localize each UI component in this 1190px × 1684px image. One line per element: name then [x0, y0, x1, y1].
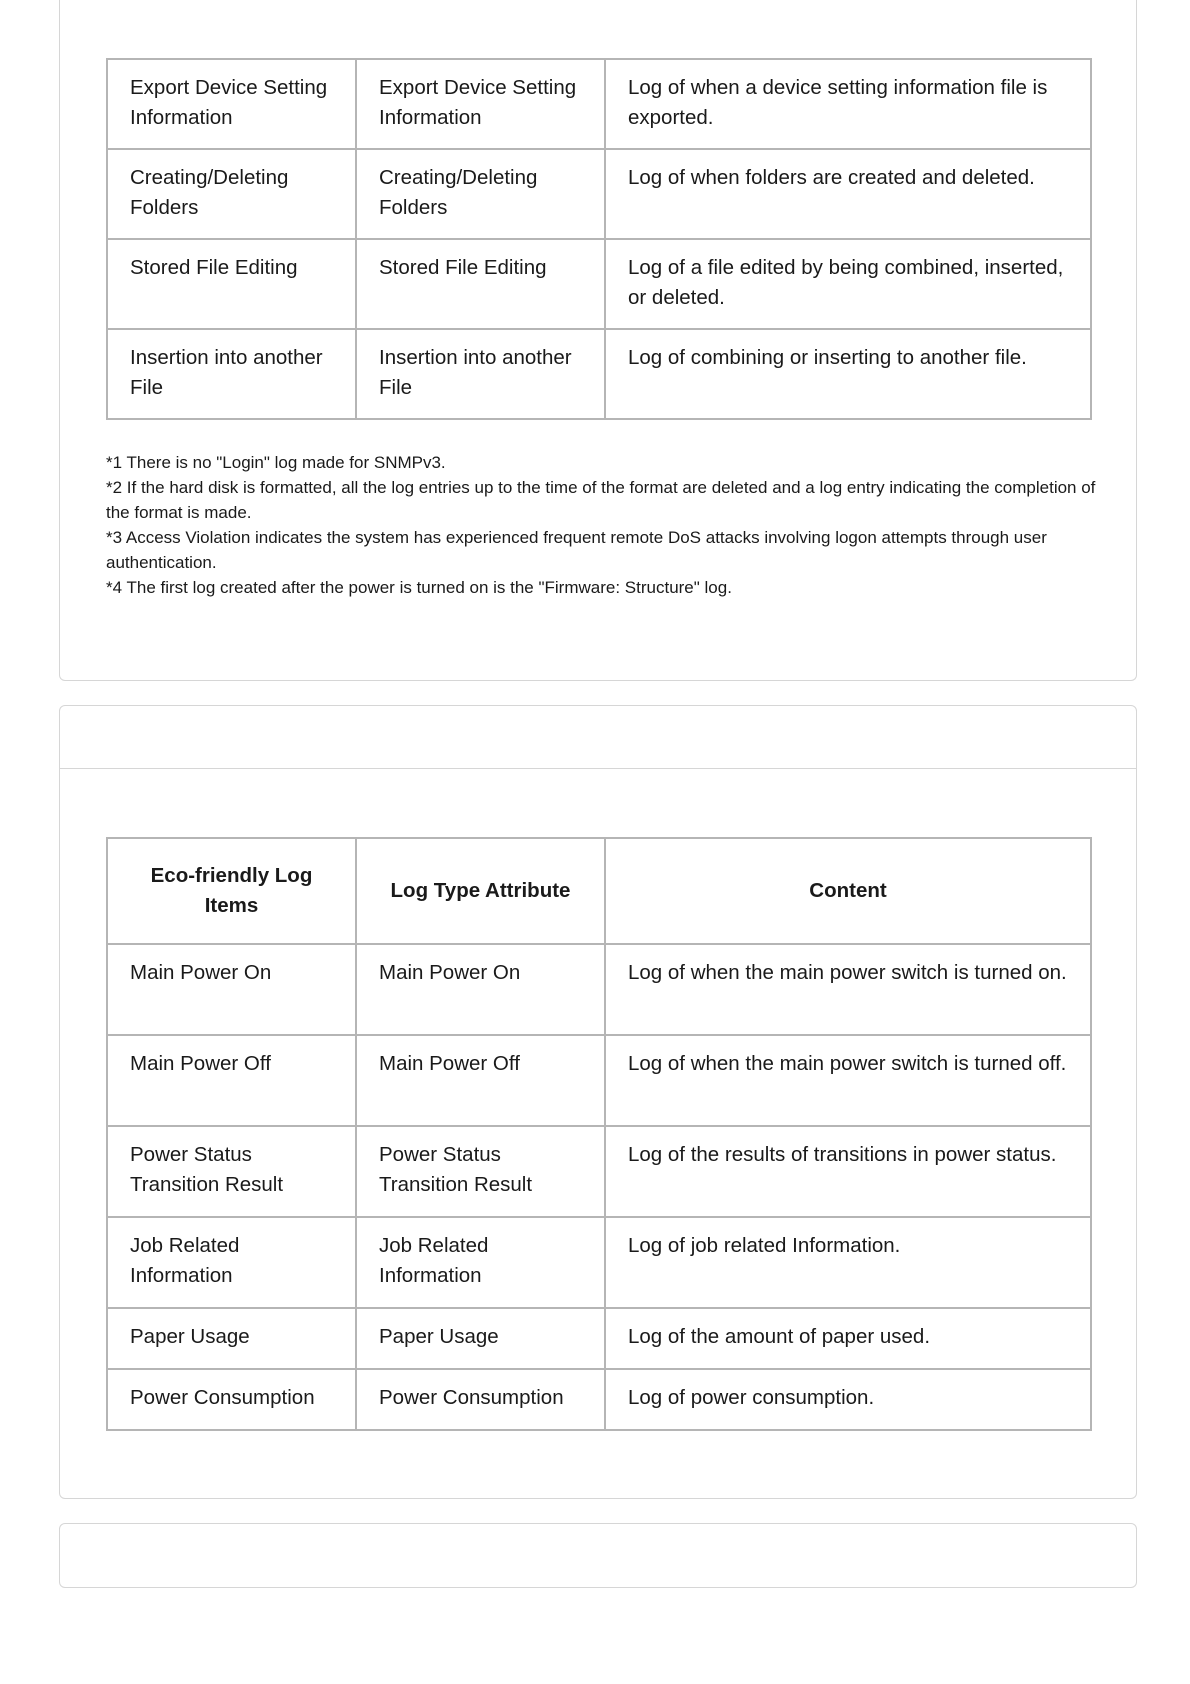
log-type-attribute-cell: Stored File Editing: [356, 239, 605, 329]
log-item-cell: Main Power Off: [107, 1035, 356, 1126]
table-header-row: [107, 838, 1091, 944]
footnote-3: *3 Access Violation indicates the system has experienced frequent remote DoS attacks involving logon attempts through user authentication.: [106, 528, 1047, 572]
log-content-cell: Log of when the main power switch is turned off.: [605, 1035, 1091, 1126]
footnotes: [106, 450, 1096, 600]
log-item-cell: Main Power On: [107, 944, 356, 1035]
table-row: [107, 59, 1091, 149]
log-item-cell: Paper Usage: [107, 1308, 356, 1369]
table-row: [107, 1126, 1091, 1217]
log-item-cell: Stored File Editing: [107, 239, 356, 329]
log-item-cell: Power Consumption: [107, 1369, 356, 1430]
log-content-cell: Log of job related Information.: [605, 1217, 1091, 1308]
table-row: [107, 944, 1091, 1035]
log-content-cell: Log of when the main power switch is turned on.: [605, 944, 1091, 1035]
log-content-cell: Log of the results of transitions in power status.: [605, 1126, 1091, 1217]
log-type-attribute-cell: Export Device Setting Information: [356, 59, 605, 149]
log-type-attribute-cell: Insertion into another File: [356, 329, 605, 419]
table-row: [107, 1217, 1091, 1308]
card-header: [60, 706, 1136, 769]
table-row: [107, 239, 1091, 329]
log-item-cell: Job Related Information: [107, 1217, 356, 1308]
log-type-attribute-cell: Main Power Off: [356, 1035, 605, 1126]
table-row: [107, 1308, 1091, 1369]
eco-friendly-log-table: [106, 837, 1092, 1431]
log-content-cell: Log of combining or inserting to another file.: [605, 329, 1091, 419]
log-type-attribute-cell: Power Consumption: [356, 1369, 605, 1430]
log-type-attribute-cell: Job Related Information: [356, 1217, 605, 1308]
footnote-1: *1 There is no "Login" log made for SNMPv3.: [106, 453, 446, 472]
log-content-cell: Log of when a device setting information file is exported.: [605, 59, 1091, 149]
log-content-cell: Log of a file edited by being combined, inserted, or deleted.: [605, 239, 1091, 329]
log-content-cell: Log of when folders are created and deleted.: [605, 149, 1091, 239]
log-type-attribute-cell: Creating/Deleting Folders: [356, 149, 605, 239]
column-header-attribute: Log Type Attribute: [356, 838, 605, 944]
footnote-4: *4 The first log created after the power is turned on is the "Firmware: Structure" log.: [106, 578, 732, 597]
footnote-2: *2 If the hard disk is formatted, all the log entries up to the time of the format are deleted and a log entry indicating the completion of the format is made.: [106, 478, 1096, 522]
log-items-table: [106, 58, 1092, 420]
log-type-attribute-cell: Paper Usage: [356, 1308, 605, 1369]
column-header-items: Eco-friendly Log Items: [107, 838, 356, 944]
log-content-cell: Log of power consumption.: [605, 1369, 1091, 1430]
column-header-content: Content: [605, 838, 1091, 944]
table-row: [107, 1035, 1091, 1126]
table-row: [107, 1369, 1091, 1430]
log-item-cell: Power Status Transition Result: [107, 1126, 356, 1217]
log-type-attribute-cell: Main Power On: [356, 944, 605, 1035]
next-section-card: [59, 1523, 1137, 1588]
log-item-cell: Insertion into another File: [107, 329, 356, 419]
log-item-cell: Export Device Setting Information: [107, 59, 356, 149]
log-item-cell: Creating/Deleting Folders: [107, 149, 356, 239]
log-type-attribute-cell: Power Status Transition Result: [356, 1126, 605, 1217]
log-section-card: [59, 0, 1137, 681]
table-row: [107, 329, 1091, 419]
log-content-cell: Log of the amount of paper used.: [605, 1308, 1091, 1369]
table-row: [107, 149, 1091, 239]
eco-friendly-log-card: [59, 705, 1137, 1499]
